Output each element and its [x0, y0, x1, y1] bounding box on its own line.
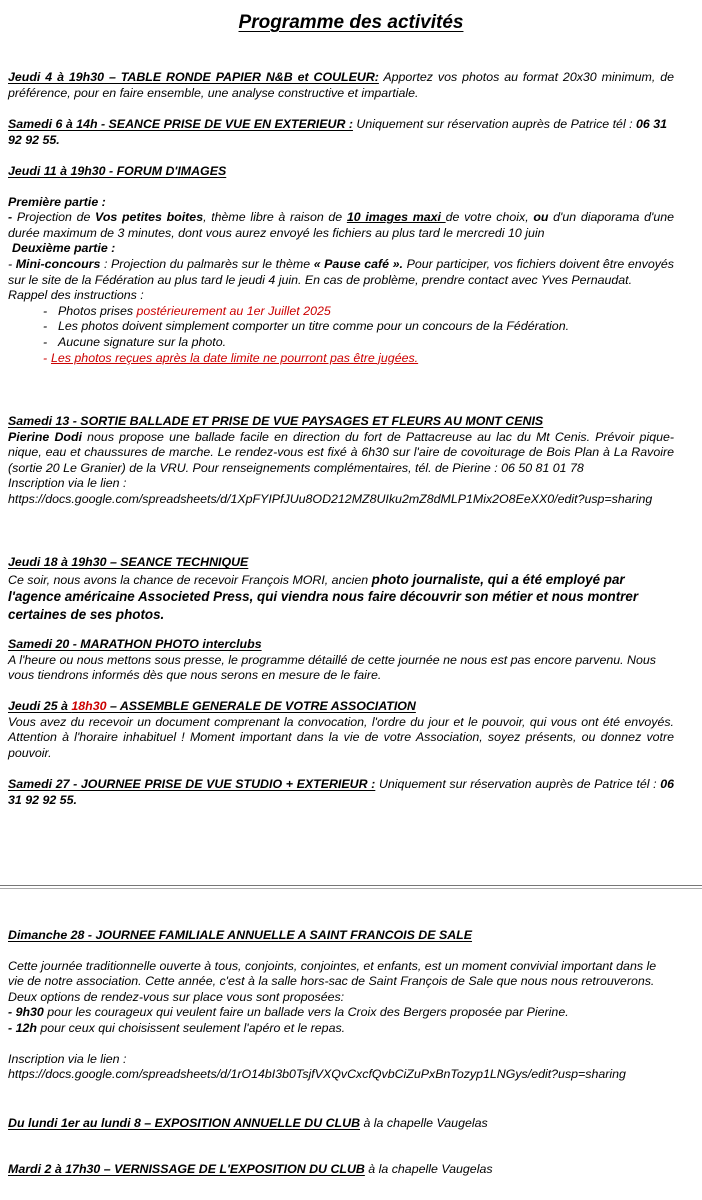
event-text: Apportez vos photos au format 20x30 minimum, de préférence, pour en faire ensemble, une analyse constructive et impartiale.: [8, 70, 674, 100]
event-heading: Du lundi 1er au lundi 8 – EXPOSITION ANNUELLE DU CLUB: [8, 1116, 361, 1130]
event-text: à la chapelle Vaugelas: [364, 1162, 493, 1176]
event-heading: Jeudi 25 à 18h30 – ASSEMBLE GENERALE DE VOTRE ASSOCIATION: [8, 699, 416, 713]
event-marathon-photo: [8, 637, 674, 684]
event-heading: Samedi 27 - JOURNEE PRISE DE VUE STUDIO + EXTERIEUR :: [8, 777, 376, 791]
event-heading: Jeudi 4 à 19h30 – TABLE RONDE PAPIER N&B et COULEUR:: [8, 70, 379, 84]
instruction-item: - Photos prises postérieurement au 1er Juillet 2025: [43, 303, 331, 318]
instruction-item: - Les photos reçues après la date limite ne pourront pas être jugées.: [43, 350, 419, 365]
page-title: Programme des activités: [238, 12, 464, 33]
event-text: Vous avez du recevoir un document comprenant la convocation, l'ordre du jour et le pouvoir, qui vous ont été envoyés. Attention à l'horaire inhabituel ! Moment important dans la vie de votre Association, soyez présents, ou donnez votre pouvoir.: [8, 714, 674, 760]
phone-number: 06 31 92 92 55.: [8, 117, 668, 147]
event-table-ronde: [8, 70, 674, 101]
event-text: A l'heure ou nous mettons sous presse, le programme détaillé de cette journée ne nous est pas encore parvenu. Nous vous tiendrons informés dès que nous serons en mesure de le faire.: [8, 652, 656, 683]
event-journee-familiale: [8, 928, 674, 1083]
option-12h: - 12h pour ceux qui choisissent seulement l'apéro et le repas.: [8, 1020, 346, 1035]
part2-label: Deuxième partie :: [12, 241, 116, 256]
instruction-item: - Les photos doivent simplement comporter un titre comme pour un concours de la Fédération.: [43, 319, 570, 334]
event-heading: Samedi 6 à 14h - SEANCE PRISE DE VUE EN EXTERIEUR :: [8, 117, 353, 131]
part1-label: Première partie :: [8, 194, 106, 209]
event-seance-technique: [8, 555, 674, 623]
phone-number: 06 31 92 92 55.: [8, 777, 674, 807]
event-heading: Samedi 13 - SORTIE BALLADE ET PRISE DE VUE PAYSAGES ET FLEURS AU MONT CENIS: [8, 414, 544, 428]
event-heading: Mardi 2 à 17h30 – VERNISSAGE DE L'EXPOSITION DU CLUB: [8, 1162, 365, 1176]
event-text: Pierine Dodi nous propose une ballade facile en direction du fort de Pattacreuse au lac du Mt Cenis. Prévoir pique-nique, eau et chaussures de marche. Le rendez-vous est fixé à 6h30 sur l'aire de covoiturage de Bois Plan à La Ravoire (sortie 20 Le Granier) de la VRU. Pour renseignements complémentaires, tél. de Pierine : 06 50 81 01 78: [8, 429, 674, 475]
inscription-link[interactable]: https://docs.google.com/spreadsheets/d/1XpFYIPfJUu8OD212MZ8UIku2mZ8dMLP1Mix2O8EeXX0/edit?usp=sharing: [8, 491, 653, 506]
event-text: Uniquement sur réservation auprès de Patrice tél :: [352, 117, 637, 131]
event-assemblee-generale: [8, 699, 674, 761]
part1-text: - Projection de Vos petites boites, thème libre à raison de 10 images maxi de votre choix, ou d'un diaporama d'une durée maximum de 3 minutes, dont vous aurez envoyé les fichiers au plus tard le mercredi 10 juin: [8, 210, 675, 240]
event-heading: Jeudi 11 à 19h30 - FORUM D'IMAGES: [8, 164, 227, 178]
event-text: à la chapelle Vaugelas: [360, 1116, 488, 1130]
event-heading: Samedi 20 - MARATHON PHOTO interclubs: [8, 637, 262, 651]
event-text: Cette journée traditionnelle ouverte à tous, conjoints, conjointes, et enfants, est un moment convivial important dans le vie de notre association. Cette année, c'est à la salle hors-sac de Saint François de Sale que nous nous retrouverons. Deux options de rendez-vous sur place vous sont proposées:: [8, 958, 657, 1004]
event-text: Uniquement sur réservation auprès de Patrice tél :: [375, 777, 661, 791]
event-prise-de-vue-exterieur: [8, 117, 674, 148]
instruction-item: - Aucune signature sur la photo.: [43, 334, 227, 349]
event-sortie-mont-cenis: [8, 414, 674, 508]
event-vernissage: [8, 1162, 674, 1178]
event-forum-images: [8, 164, 674, 366]
option-9h30: - 9h30 pour les courageux qui veulent faire un ballade vers la Croix des Bergers proposée par Pierine.: [8, 1005, 569, 1020]
part2-text: - Mini-concours : Projection du palmarès sur le thème « Pause café ». Pour participer, vos fichiers doivent être envoyés sur le site de la Fédération au plus tard le jeudi 4 juin. En cas de problème, prendre contact avec Yves Pernaudat.: [8, 256, 674, 287]
event-text: Ce soir, nous avons la chance de recevoir François MORI, ancien photo journaliste, qui a été employé par l'agence américaine Associeted Press, qui viendra nous faire découvrir son métier et nous montrer certaines de ses photos.: [8, 571, 639, 622]
event-studio-exterieur: [8, 777, 674, 808]
rappel-label: Rappel des instructions :: [8, 288, 144, 303]
event-heading: Jeudi 18 à 19h30 – SEANCE TECHNIQUE: [8, 555, 249, 569]
inscription-link[interactable]: https://docs.google.com/spreadsheets/d/1rO14bI3b0TsjfVXQvCxcfQvbCiZuPxBnTozyp1LNGys/edit?usp=sharing: [8, 1067, 626, 1082]
inscription-label: Inscription via le lien :: [8, 476, 127, 491]
event-exposition-annuelle: [8, 1116, 674, 1132]
page-divider: [0, 885, 702, 889]
event-heading: Dimanche 28 - JOURNEE FAMILIALE ANNUELLE A SAINT FRANCOIS DE SALE: [8, 928, 473, 942]
inscription-label: Inscription via le lien :: [8, 1051, 127, 1066]
